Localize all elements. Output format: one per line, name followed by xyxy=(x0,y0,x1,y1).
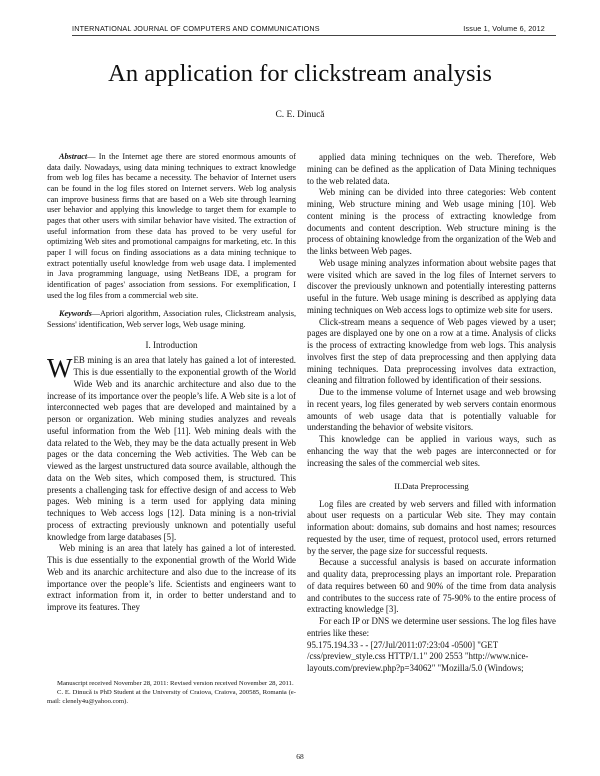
section-heading-preprocessing: II.Data Preprocessing xyxy=(394,481,469,492)
abstract xyxy=(47,152,296,301)
keywords-text: Apriori algorithm, Association rules, Clickstream analysis, Sessions' identification, Web server logs, Web usage mining. xyxy=(47,309,296,329)
journal-header: INTERNATIONAL JOURNAL OF COMPUTERS AND COMMUNICATIONS xyxy=(72,24,320,33)
preprocessing-paragraph-3: For each IP or DNS we determine user sessions. The log files have entries like these: xyxy=(307,616,556,638)
keywords-dash: — xyxy=(91,309,100,319)
right-paragraph-4: Click-stream means a sequence of Web pages viewed by a user; pages are displayed one by one on a row at a time. Analysis of clicks is the process of extracting knowledge from web logs. This analysis involves first the step of data preprocessing and then applying data mining techniques. Data preprocessing involves data extraction, cleaning and filtration followed by identification of their sessions. xyxy=(307,316,556,386)
intro-paragraph-1-text: EB mining is an area that lately has gained a lot of interested. This is due essentially to the exponential growth of the World Wide Web and its anarchic architecture and also due to the increase of its importance over the people’s life. A Web site is a lot of interconnected web pages that are developed and maintained by a person or organization. Web mining studies analyzes and reveals useful information from the Web [11]. Web mining deals with the data related to the Web, they may be the data actually present in Web pages or the data concerning the Web activities. The Web can be viewed as the largest unstructured data source available, although the data on the Web sites, which composed them, is structured. This presents a challenging task for effective design of and access to Web pages. Web mining is a term used for applying data mining techniques to Web access logs [12]. Data mining is a non-trivial process of extracting previously unknown and potentially useful knowledge from large databases [5]. xyxy=(47,355,296,542)
page-number: 68 xyxy=(296,752,304,761)
abstract-label: Abstract xyxy=(59,152,88,161)
abstract-dash: — xyxy=(87,152,99,161)
right-column xyxy=(307,152,556,675)
drop-cap: W xyxy=(47,353,73,384)
preprocessing-paragraph-1: Log files are created by web servers and filled with information about user requests on a particular Web site. They may contain information about: domains, sub domains and host names; resources requested by the user, time of request, protocol used, errors returned by the server, the page size for successful requests. xyxy=(307,498,556,556)
intro-paragraph-2: Web mining is an area that lately has gained a lot of interested. This is due essentially to the exponential growth of the World Wide Web and its anarchic architecture and also due to the increase of its importance over the people’s life. Scientists and engineers want to extract information from it, in order to better understand and to improve its features. They xyxy=(47,543,296,613)
footnote-manuscript: Manuscript received November 28, 2011: Revised version received November 28, 2011. xyxy=(57,680,294,687)
keywords-label: Keywords xyxy=(59,309,92,319)
left-column xyxy=(47,152,296,614)
header-rule xyxy=(72,35,556,36)
paper-title: An application for clickstream analysis xyxy=(108,60,492,87)
right-paragraph-2: Web mining can be divided into three categories: Web content mining, Web structure mining and Web usage mining [10]. Web content mining is the process of extracting knowledge from documents and content description. Web structure mining is the process of obtaining knowledge from the organization of the Web and the links between Web pages. xyxy=(307,187,556,256)
right-paragraph-6: This knowledge can be applied in various ways, such as enhancing the way that the web pages are interconnected or for increasing the sales of the commercial web sites. xyxy=(307,434,556,468)
right-paragraph-1: applied data mining techniques on the web. Therefore, Web mining can be defined as the application of Data Mining techniques to the web related data. xyxy=(307,152,556,186)
author-name: C. E. Dinucă xyxy=(275,110,325,120)
footnotes xyxy=(47,679,296,706)
footnote-author: C. E. Dinucă is PhD Student at the University of Craiova, Craiova, 200585, Romania (e-mail: clenely4u@yahoo.com). xyxy=(47,689,296,705)
intro-paragraph-1 xyxy=(47,355,296,543)
section-heading-introduction: I. Introduction xyxy=(145,339,198,350)
issue-header: Issue 1, Volume 6, 2012 xyxy=(463,24,545,33)
abstract-text: In the Internet age there are stored enormous amounts of data daily. Nowadays, using data mining techniques to extract knowledge from web log files has became a necessity. The behavior of Internet users can be found in the log files stored on Internet servers. Web log analysis can improve business firms that are based on a Web site through learning user behavior and applying this knowledge to target them for example to pages that other users with similar behavior have visited. The extraction of useful information from these data has proved to be very useful for optimizing Web sites and promotional campaigns for marketing, etc. In this paper I will focus on finding associations as a data mining technique to extract potentially useful knowledge from web usage data. I implemented in Java programming language, using NetBeans IDE, a program for identification of pages' association from sessions. For exemplification, I used the log files from a commercial web site. xyxy=(47,152,296,300)
right-paragraph-3: Web usage mining analyzes information about website pages that were visited which are saved in the log files of Internet servers to discover the previously unknown and potentially interesting patterns useful in the future. Web usage mining is described as applying data mining techniques on Web access logs to optimize web site for users. xyxy=(307,257,556,315)
keywords xyxy=(47,309,296,330)
right-paragraph-5: Due to the immense volume of Internet usage and web browsing in recent years, log files generated by web servers contain enormous amounts of web usage data that is potentially valuable for understanding the behavior of website visitors. xyxy=(307,387,556,433)
log-entry-sample: 95.175.194.33 - - [27/Jul/2011:07:23:04 -0500] "GET /css/preview_style.css HTTP/1.1" 200 2553 "http://www.nice-layouts.com/preview.php?p=34062" "Mozilla/5.0 (Windows; xyxy=(307,639,529,674)
preprocessing-paragraph-2: Because a successful analysis is based on accurate information and quality data, preprocessing plays an important role. Preparation of data requires between 60 and 90% of the time from data analysis and contributes to the success rate of 75-90% to the entire process of extracting knowledge [3]. xyxy=(307,557,556,615)
